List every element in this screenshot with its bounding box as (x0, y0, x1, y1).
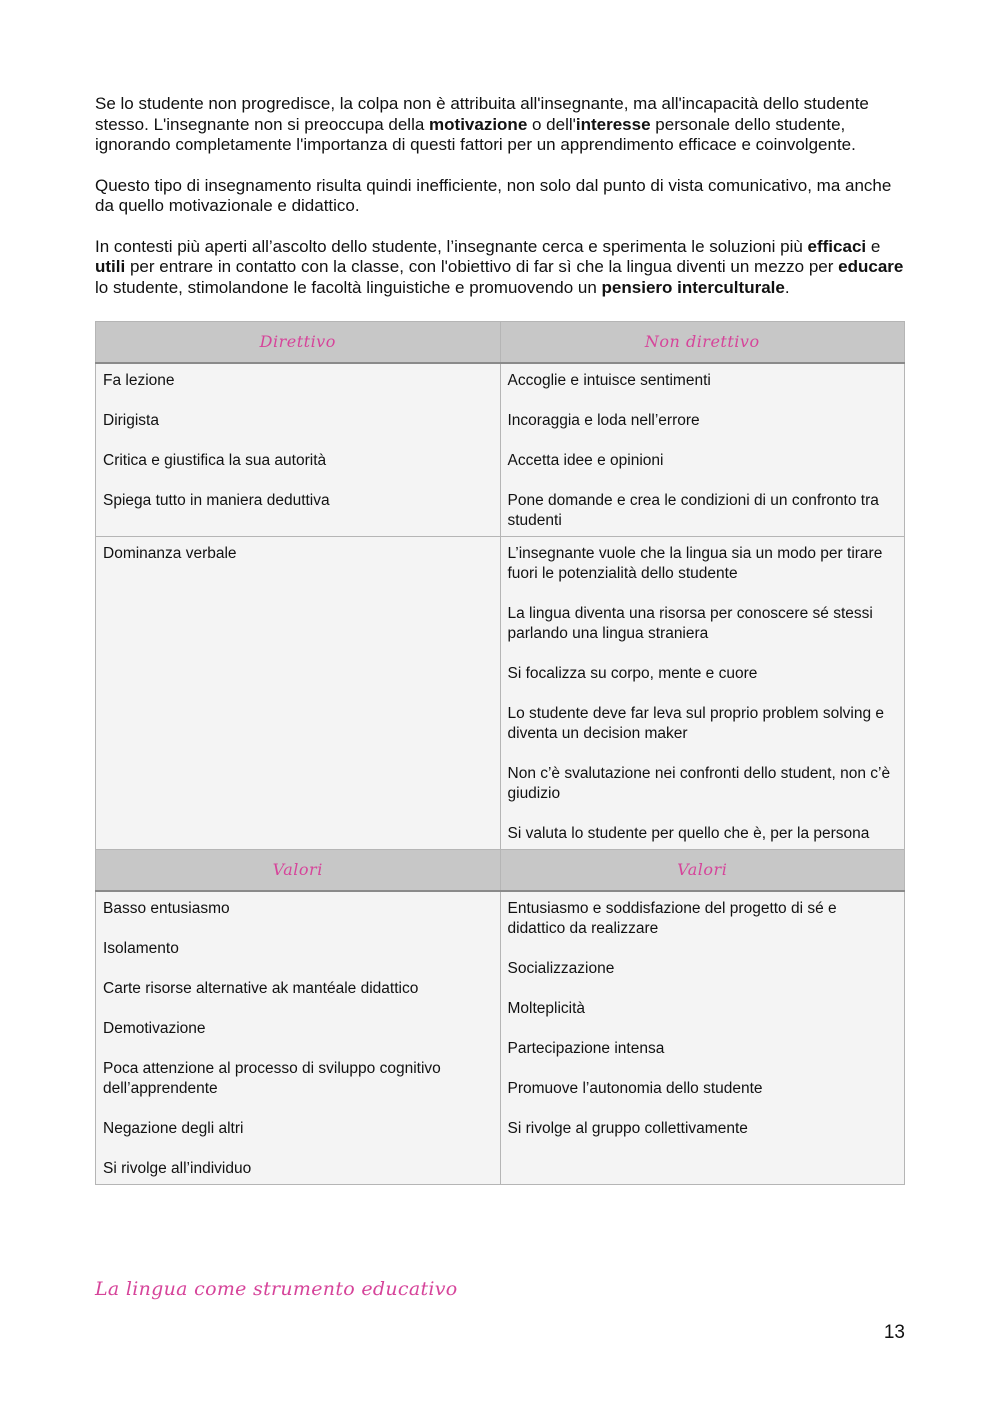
cell-item: Accetta idee e opinioni (507, 452, 664, 469)
text-run: e (866, 236, 881, 256)
cell-item: Molteplicità (507, 1000, 586, 1017)
cell-item: L’insegnante vuole che la lingua sia un modo per tirare fuori le potenzialità dello studente (507, 545, 883, 582)
cell-item: Non c’è svalutazione nei confronti dello student, non c’è giudizio (507, 765, 891, 802)
cell-item: Si focalizza su corpo, mente e cuore (507, 665, 758, 682)
text-run: In contesti più aperti all’ascolto dello studente, l’insegnante cerca e sperimenta le soluzioni più (95, 236, 808, 256)
text-run: lo studente, stimolandone le facoltà linguistiche e promuovendo un (95, 277, 602, 297)
cell-item: Pone domande e crea le condizioni di un confronto tra studenti (507, 492, 879, 529)
table-cell (96, 363, 501, 537)
cell-item: Entusiasmo e soddisfazione del progetto di sé e didattico da realizzare (507, 900, 837, 937)
table-cell (96, 537, 501, 850)
section-heading: La lingua come strumento educativo (95, 1278, 458, 1300)
bold-text: pensiero interculturale (601, 277, 785, 297)
header-label-non-direttivo: Non direttivo (644, 331, 760, 351)
cell-item: Demotivazione (103, 1020, 206, 1037)
cell-item: Basso entusiasmo (103, 900, 230, 917)
table-row (96, 537, 905, 850)
text-run: per entrare in contatto con la classe, con l'obiettivo di far sì che la lingua diventi un mezzo per (125, 257, 839, 276)
table-header-row (96, 322, 905, 364)
bold-text: utili (95, 257, 126, 276)
cell-item: Si valuta lo studente per quello che è, per la persona (507, 825, 870, 842)
header-label-valori: Valori (272, 859, 323, 879)
cell-item: Spiega tutto in maniera deduttiva (103, 492, 330, 509)
table-header-cell (500, 322, 905, 364)
cell-item: Fa lezione (103, 372, 175, 389)
cell-item: Poca attenzione al processo di sviluppo cognitivo dell’apprendente (103, 1060, 441, 1097)
bold-text: motivazione (429, 114, 528, 134)
cell-item: Si rivolge al gruppo collettivamente (507, 1120, 748, 1137)
header-label-direttivo: Direttivo (259, 331, 336, 351)
text-run: Questo tipo di insegnamento risulta quindi inefficiente, non solo dal punto di vista comunicativo, ma anche da quello motivazionale e didattico. (95, 175, 892, 215)
page-number: 13 (883, 1322, 905, 1343)
cell-item: Carte risorse alternative ak mantéale didattico (103, 980, 419, 997)
table-header-cell (96, 850, 501, 892)
table-header-row (96, 850, 905, 892)
table-cell (500, 537, 905, 850)
cell-item: Socializzazione (507, 960, 615, 977)
text-run: Se lo studente non progredisce, la colpa non è attribuita all'insegnante, ma all'incapacità dello studente stesso. L'insegnante non si preoccupa della (95, 94, 869, 134)
paragraph (95, 176, 905, 217)
cell-item: Si rivolge all’individuo (103, 1160, 252, 1177)
table-cell (500, 363, 905, 537)
table-cell (96, 891, 501, 1185)
text-run: personale dello studente, ignorando completamente l'importanza di questi fattori per un apprendimento efficace e coinvolgente. (95, 114, 856, 154)
comparison-table (95, 321, 905, 1185)
table-header-cell (500, 850, 905, 892)
cell-item: Partecipazione intensa (507, 1040, 665, 1057)
table-cell (500, 891, 905, 1185)
paragraph (95, 94, 905, 156)
table-row (96, 891, 905, 1185)
bold-text: efficaci (807, 236, 867, 256)
header-label-valori: Valori (677, 859, 728, 879)
paragraph (95, 237, 905, 299)
bold-text: interesse (575, 114, 651, 134)
text-run: o dell' (527, 114, 576, 134)
cell-item: Negazione degli altri (103, 1120, 244, 1137)
text-run: . (784, 277, 790, 297)
table-row (96, 363, 905, 537)
cell-item: Dominanza verbale (103, 545, 237, 562)
cell-item: Accoglie e intuisce sentimenti (507, 372, 711, 389)
cell-item: Lo studente deve far leva sul proprio problem solving e diventa un decision maker (507, 705, 885, 742)
cell-item: Dirigista (103, 412, 159, 429)
bold-text: educare (838, 257, 904, 276)
cell-item: La lingua diventa una risorsa per conoscere sé stessi parlando una lingua straniera (507, 605, 873, 642)
cell-item: Incoraggia e loda nell’errore (507, 412, 700, 429)
page-content (95, 94, 905, 1185)
cell-item: Critica e giustifica la sua autorità (103, 452, 327, 469)
table-header-cell (96, 322, 501, 364)
cell-item: Isolamento (103, 940, 179, 957)
cell-item: Promuove l’autonomia dello studente (507, 1080, 763, 1097)
